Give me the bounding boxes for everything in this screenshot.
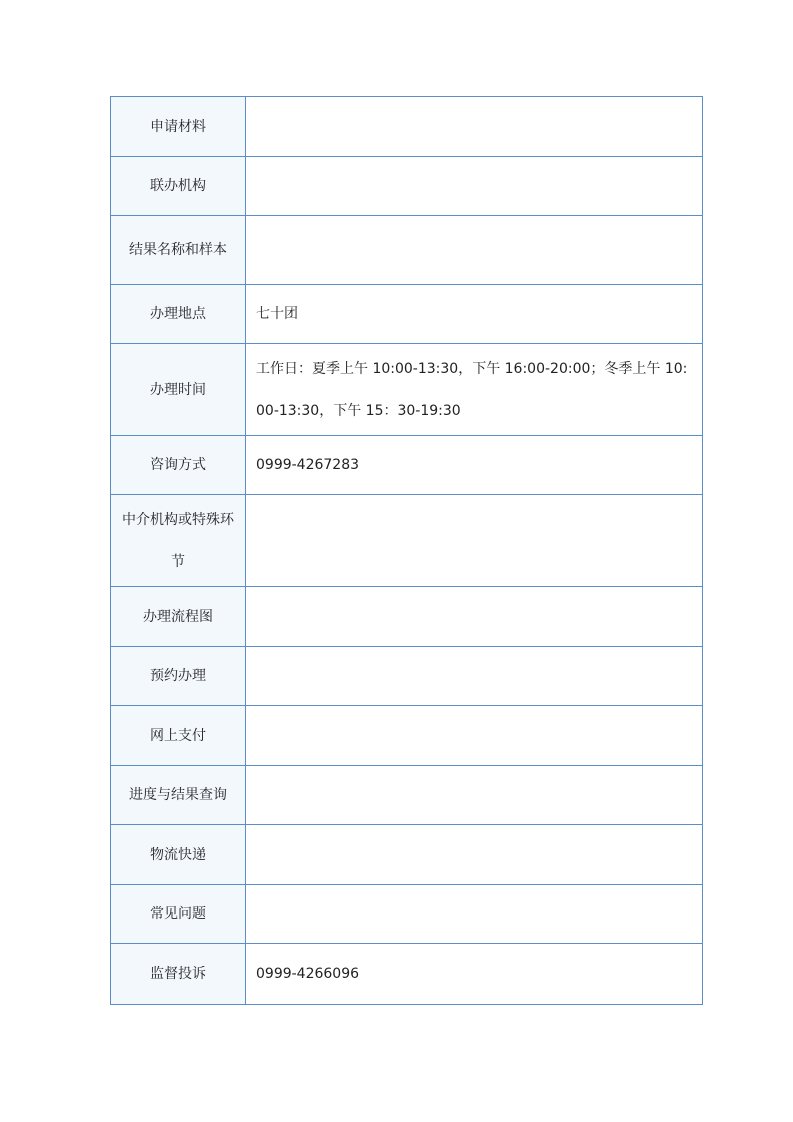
- row-value-progress-query: [246, 766, 703, 825]
- table-row: [111, 647, 703, 706]
- table-row: [111, 97, 703, 157]
- row-value-location: 七十团: [246, 285, 703, 344]
- row-label-office-hours: 办理时间: [111, 344, 246, 436]
- row-value-appointment: [246, 647, 703, 706]
- table-row: [111, 587, 703, 647]
- table-row: [111, 944, 703, 1005]
- row-value-office-hours: 工作日：夏季上午 10:00-13:30，下午 16:00-20:00；冬季上午 10:00-13:30，下午 15：30-19:30: [246, 344, 703, 436]
- row-label-appointment: 预约办理: [111, 647, 246, 706]
- row-value-complaint-phone: 0999-4266096: [246, 944, 703, 1005]
- table-row: [111, 157, 703, 216]
- row-value-result-name-sample: [246, 216, 703, 285]
- table-row: [111, 344, 703, 436]
- row-label-joint-agency: 联办机构: [111, 157, 246, 216]
- row-label-result-name-sample: 结果名称和样本: [111, 216, 246, 285]
- row-value-online-payment: [246, 706, 703, 766]
- service-info-table: [110, 96, 703, 1005]
- row-label-location: 办理地点: [111, 285, 246, 344]
- row-value-faq: [246, 885, 703, 944]
- row-label-intermediary: 中介机构或特殊环节: [111, 495, 246, 587]
- table-row: [111, 825, 703, 885]
- row-label-faq: 常见问题: [111, 885, 246, 944]
- row-value-flowchart: [246, 587, 703, 647]
- row-label-complaint: 监督投诉: [111, 944, 246, 1005]
- row-label-flowchart: 办理流程图: [111, 587, 246, 647]
- table-row: [111, 885, 703, 944]
- row-value-intermediary: [246, 495, 703, 587]
- row-value-application-materials: [246, 97, 703, 157]
- row-label-progress-query: 进度与结果查询: [111, 766, 246, 825]
- row-label-consultation: 咨询方式: [111, 436, 246, 495]
- table-row: [111, 766, 703, 825]
- row-label-application-materials: 申请材料: [111, 97, 246, 157]
- row-label-online-payment: 网上支付: [111, 706, 246, 766]
- row-value-logistics: [246, 825, 703, 885]
- row-value-consultation-phone: 0999-4267283: [246, 436, 703, 495]
- table-row: [111, 216, 703, 285]
- row-value-joint-agency: [246, 157, 703, 216]
- table-row: [111, 706, 703, 766]
- table-row: [111, 285, 703, 344]
- table-row: [111, 436, 703, 495]
- table-row: [111, 495, 703, 587]
- row-label-logistics: 物流快递: [111, 825, 246, 885]
